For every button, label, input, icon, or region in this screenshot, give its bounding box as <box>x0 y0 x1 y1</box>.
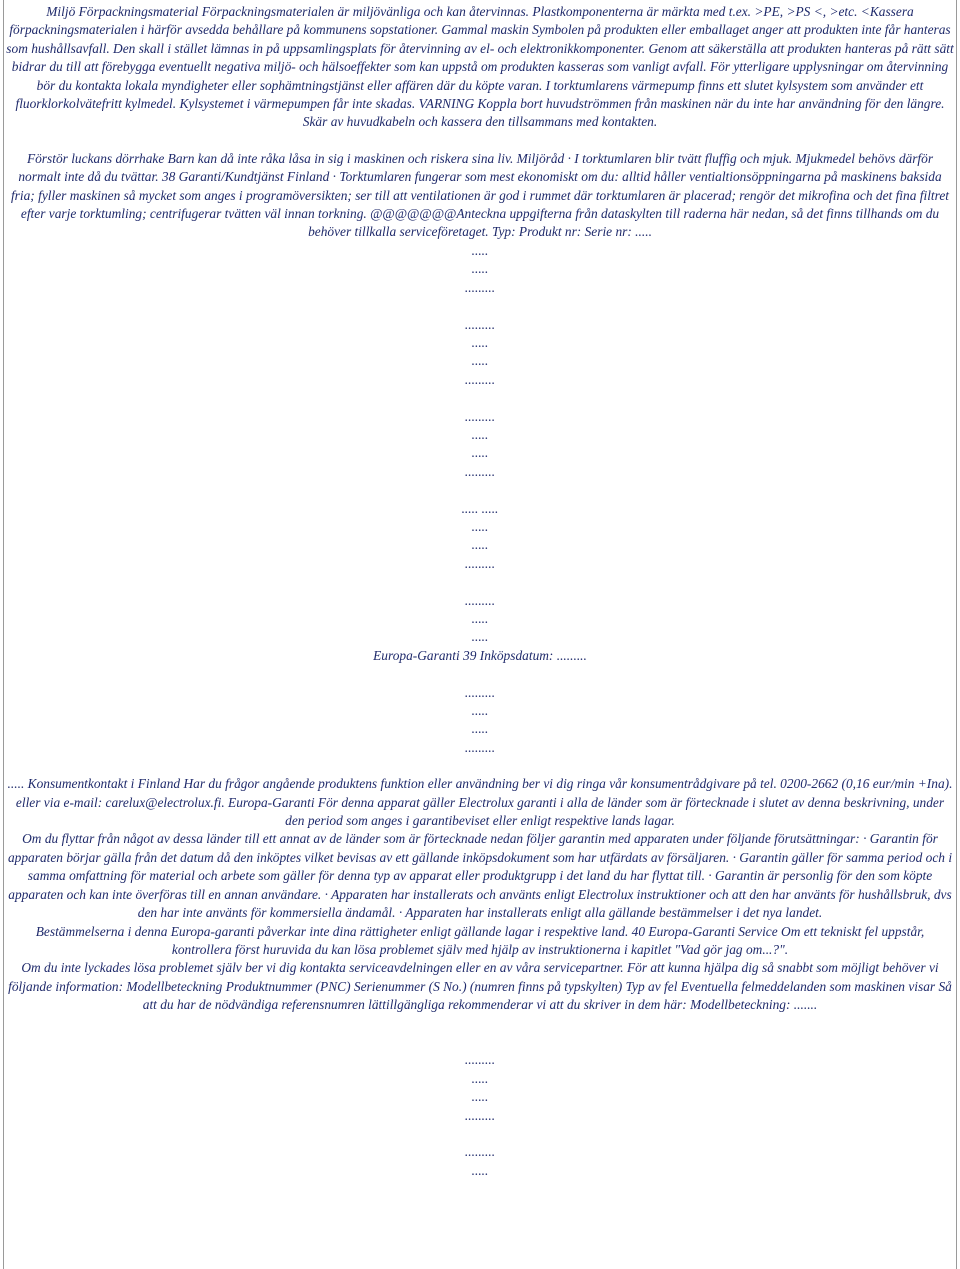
fill-in-line: ..... <box>471 261 489 277</box>
fill-in-line: ......... <box>464 1107 496 1123</box>
model-info-lines <box>6 1015 954 1181</box>
fill-in-line: ......... <box>464 1052 496 1068</box>
left-border <box>3 0 4 1269</box>
fill-in-line: ..... <box>471 537 489 553</box>
fill-in-line <box>6 1015 954 1033</box>
fill-in-line: ......... <box>464 279 496 295</box>
fill-in-line: ......... <box>464 684 496 700</box>
fill-in-line <box>6 481 954 499</box>
fill-in-line: ..... <box>471 1162 489 1178</box>
service-info-paragraph: Om du inte lyckades lösa problemet själv ber vi dig kontakta serviceavdelningen eller en av våra servicepartner. För att kunna hjälpa dig så snabbt som möjligt behöver vi följande information: Modellbeteckning Produktnummer (PNC) Serienummer (S No.) (numren finns på typskylten) Typ av fel Eventuella felmeddelanden som maskinen visar Så att du har de nödvändiga referensnumren lättillgängliga rekommenderar vi att du skriver in dem här: Modellbeteckning: ....... <box>8 960 952 1013</box>
document-page <box>6 3 954 1180</box>
right-border <box>956 0 957 1269</box>
door-latch-paragraph: Förstör luckans dörrhake Barn kan då inte råka låsa in sig i maskinen och riskera sina liv. Miljöråd · I torktumlaren blir tvätt fluffig och mjuk. Mjukmedel behövs därför normalt inte då du tvättar. 38 Garanti/Kundtjänst Finland · Torktumlaren fungerar som mest ekonomiskt om du: alltid håller ventialtionsöppningarna på maskinens baksida fria; fyller maskinen så mycket som anges i programöversikten; ser till att ventilationen är god i rummet där torktumlaren är placerad; rengör det mikrofina och det fina filtret efter varje torktumling; centrifugerar tvätten väl innan torkning. @@@@@@@Anteckna uppgifterna från dataskylten till raderna här nedan, så det finns tillhands om du behöver tillkalla serviceföretaget. Typ: Produkt nr: Serie nr: ..... <box>10 150 950 240</box>
fill-in-line: ......... <box>464 555 496 571</box>
consumer-contact-paragraph: ..... Konsumentkontakt i Finland Har du frågor angående produktens funktion eller användning ber vi dig ringa vår konsumentrådgivare på tel. 0200-2662 (0,16 eur/min +Ina). eller via e-mail: carelux@electrolux.fi. Europa-Garanti För denna apparat gäller Electrolux garanti i alla de länder som är förtecknade i slutet av denna beskrivning, under den period som anges i garantibeviset eller enligt respektive lands lagar. <box>7 776 953 829</box>
rating-plate-lines <box>6 242 954 647</box>
warranty-conditions-paragraph: Om du flyttar från något av dessa länder till ett annat av de länder som är förtecknade nedan följer garantin med apparaten under följande förutsättningar: · Garantin för apparaten börjar gälla från det datum då den inköptes vilket bevisas av ett gällande inköpsdokument som har utfärdats av försäljaren. · Garantin gäller för samma period och i samma omfattning för material och arbete som gäller för denna typ av apparat eller produktgrupp i det land du har flyttat till. · Garantin är personlig för den som köpte apparaten och kan inte överföras till en annan användare. · Apparaten har installerats och använts enligt Electrolux instruktioner och att den har använts för hushållsbruk, dvs den har inte använts för kommersiella ändamål. · Apparaten har installerats enligt alla gällande bestämmelser i det nya landet. <box>7 831 953 921</box>
fill-in-line: ..... <box>471 721 489 737</box>
fill-in-line <box>6 665 954 683</box>
fill-in-line: ......... <box>464 371 496 387</box>
environment-paragraph: Miljö Förpackningsmaterial Förpackningsmaterialen är miljövänliga och kan återvinnas. Plastkomponenterna är märkta med t.ex. >PE, >PS <, >etc. <Kassera förpackningsmaterialen i härför avsedda behållare på kommunens sopstationer. Gammal maskin Symbolen på produkten eller emballaget anger att produkten inte får hanteras som hushållsavfall. Den skall i stället lämnas in på uppsamlingsplats för återvinning av el- och elektronikkomponenter. Genom att säkerställa att produkten hanteras på rätt sätt bidrar du till att förebygga eventuellt negativa miljö- och hälsoeffekter som kan uppstå om produkten kasseras som vanligt avfall. För ytterligare upplysningar om återvinning bör du kontakta lokala myndigheter eller sophämtningstjänst eller affären där du köpte varan. I torktumlarens värmepump finns ett slutet kylsystem som använder ett fluorklorkolvätefritt kylmedel. Kylsystemet i värmepumpen får inte skadas. VARNING Koppla bort huvudströmmen från maskinen när du inte har användning för den längre. Skär av huvudkabeln och kassera den tillsammans med kontakten. <box>6 4 954 130</box>
fill-in-line: ..... <box>471 1070 489 1086</box>
spacer <box>6 132 954 150</box>
fill-in-line <box>6 1033 954 1051</box>
fill-in-line: ..... <box>471 426 489 442</box>
fill-in-line <box>6 573 954 591</box>
fill-in-line: ..... <box>471 611 489 626</box>
fill-in-line: ......... <box>464 463 496 479</box>
fill-in-line <box>6 1125 954 1143</box>
warranty-rights-paragraph: Bestämmelserna i denna Europa-garanti påverkar inte dina rättigheter enligt gällande lagar i respektive land. 40 Europa-Garanti Service Om ett tekniskt fel uppstår, kontrollera först huruvida du kan lösa problemet själv med hjälp av instruktionerna i kapitlet "Vad gör jag om...?". <box>35 923 925 957</box>
fill-in-line <box>6 297 954 315</box>
fill-in-line: ..... <box>471 1089 489 1105</box>
fill-in-line: ..... <box>471 445 489 461</box>
fill-in-line: ..... <box>471 353 489 369</box>
fill-in-line: ......... <box>464 739 496 755</box>
purchase-date-line: Europa-Garanti 39 Inköpsdatum: ......... <box>373 647 587 663</box>
fill-in-line: ..... <box>471 242 489 258</box>
fill-in-line: ......... <box>464 1144 496 1160</box>
fill-in-line: ..... <box>471 334 489 350</box>
fill-in-line <box>6 389 954 407</box>
fill-in-line: ..... ..... <box>461 500 499 516</box>
purchase-date-lines <box>6 665 954 757</box>
fill-in-line: ......... <box>464 316 496 332</box>
spacer <box>6 757 954 775</box>
fill-in-line: ..... <box>471 518 489 534</box>
fill-in-line: ..... <box>471 703 489 719</box>
fill-in-line: ......... <box>464 592 496 608</box>
fill-in-line: ......... <box>464 408 496 424</box>
fill-in-line: ..... <box>471 629 489 645</box>
